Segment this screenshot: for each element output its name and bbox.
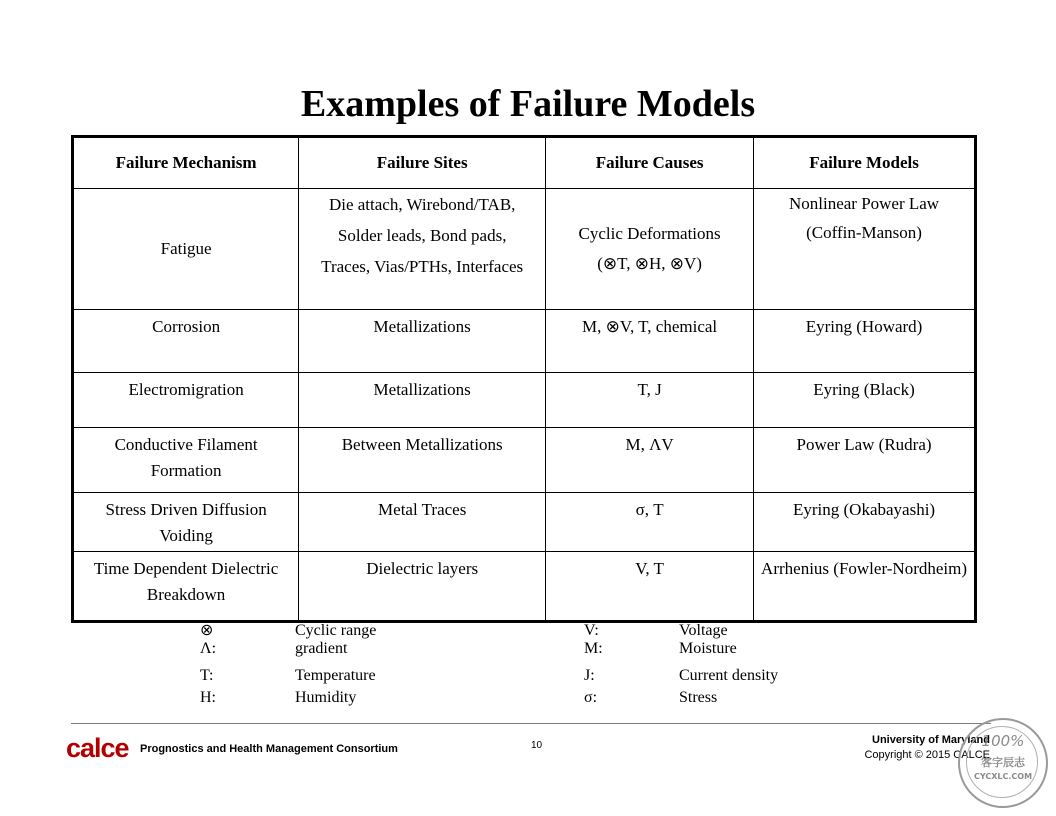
legend-symbol: ⊗ xyxy=(200,622,214,639)
cell-mechanism: Fatigue xyxy=(73,189,299,310)
cell-sites: Metallizations xyxy=(299,373,546,428)
watermark-stamp xyxy=(958,718,1048,808)
cell-causes: M, ΛV xyxy=(546,428,754,493)
cell-sites: Die attach, Wirebond/TAB, Solder leads, Bond pads, Traces, Vias/PTHs, Interfaces xyxy=(299,189,546,310)
legend-desc: gradient xyxy=(295,640,348,657)
header-sites: Failure Sites xyxy=(299,137,546,189)
legend-desc: Temperature xyxy=(295,667,376,684)
legend-symbol: σ: xyxy=(584,689,598,706)
legend-desc: Stress xyxy=(679,689,718,706)
stamp-chinese: 客字辰志 xyxy=(981,756,1025,769)
cell-models: Eyring (Black) xyxy=(754,373,976,428)
cell-mechanism: Time Dependent Dielectric Breakdown xyxy=(73,552,299,622)
cell-causes: Cyclic Deformations (⊗T, ⊗H, ⊗V) xyxy=(546,189,754,310)
header-models: Failure Models xyxy=(754,137,976,189)
cell-causes: M, ⊗V, T, chemical xyxy=(546,310,754,373)
page-number: 10 xyxy=(531,740,543,751)
university-name: University of Maryland xyxy=(872,734,990,746)
cell-models: Eyring (Okabayashi) xyxy=(754,493,976,552)
table-row xyxy=(73,493,976,552)
legend-desc: Humidity xyxy=(295,689,357,706)
stamp-number: 100% xyxy=(981,732,1025,750)
table-row xyxy=(73,373,976,428)
legend-desc: Moisture xyxy=(679,640,737,657)
cell-sites: Dielectric layers xyxy=(299,552,546,622)
legend-symbol: V: xyxy=(584,622,599,639)
calce-logo: calce xyxy=(66,733,129,763)
cell-causes: V, T xyxy=(546,552,754,622)
cell-sites: Metallizations xyxy=(299,310,546,373)
legend-symbol: T: xyxy=(200,667,214,684)
cell-sites: Between Metallizations xyxy=(299,428,546,493)
table-row xyxy=(73,189,976,310)
cell-models: Arrhenius (Fowler-Nordheim) xyxy=(754,552,976,622)
cell-mechanism: Stress Driven Diffusion Voiding xyxy=(73,493,299,552)
cell-mechanism: Electromigration xyxy=(73,373,299,428)
cell-models: Eyring (Howard) xyxy=(754,310,976,373)
cell-models: Nonlinear Power Law (Coffin-Manson) xyxy=(754,189,976,310)
legend-desc: Voltage xyxy=(679,622,728,639)
header-causes: Failure Causes xyxy=(546,137,754,189)
legend-symbol: Λ: xyxy=(200,640,217,657)
legend-symbol: H: xyxy=(200,689,216,706)
table-row xyxy=(73,310,976,373)
cell-causes: σ, T xyxy=(546,493,754,552)
legend-desc: Current density xyxy=(679,667,779,684)
table-header-row xyxy=(73,137,976,189)
table-row xyxy=(73,552,976,622)
copyright-text: Copyright © 2015 CALCE xyxy=(864,749,990,761)
legend-symbol: M: xyxy=(584,640,603,657)
table-row xyxy=(73,428,976,493)
cell-models: Power Law (Rudra) xyxy=(754,428,976,493)
cell-sites: Metal Traces xyxy=(299,493,546,552)
legend-symbol: J: xyxy=(584,667,595,684)
footer-divider xyxy=(71,723,991,724)
consortium-name: Prognostics and Health Management Consortium xyxy=(140,743,398,755)
slide-title: Examples of Failure Models xyxy=(300,83,756,125)
cell-causes: T, J xyxy=(546,373,754,428)
stamp-domain: CYCXLC.COM xyxy=(973,772,1033,781)
cell-mechanism: Conductive Filament Formation xyxy=(73,428,299,493)
header-mechanism: Failure Mechanism xyxy=(73,137,299,189)
legend-desc: Cyclic range xyxy=(295,622,377,639)
cell-mechanism: Corrosion xyxy=(73,310,299,373)
failure-models-table xyxy=(71,135,977,623)
